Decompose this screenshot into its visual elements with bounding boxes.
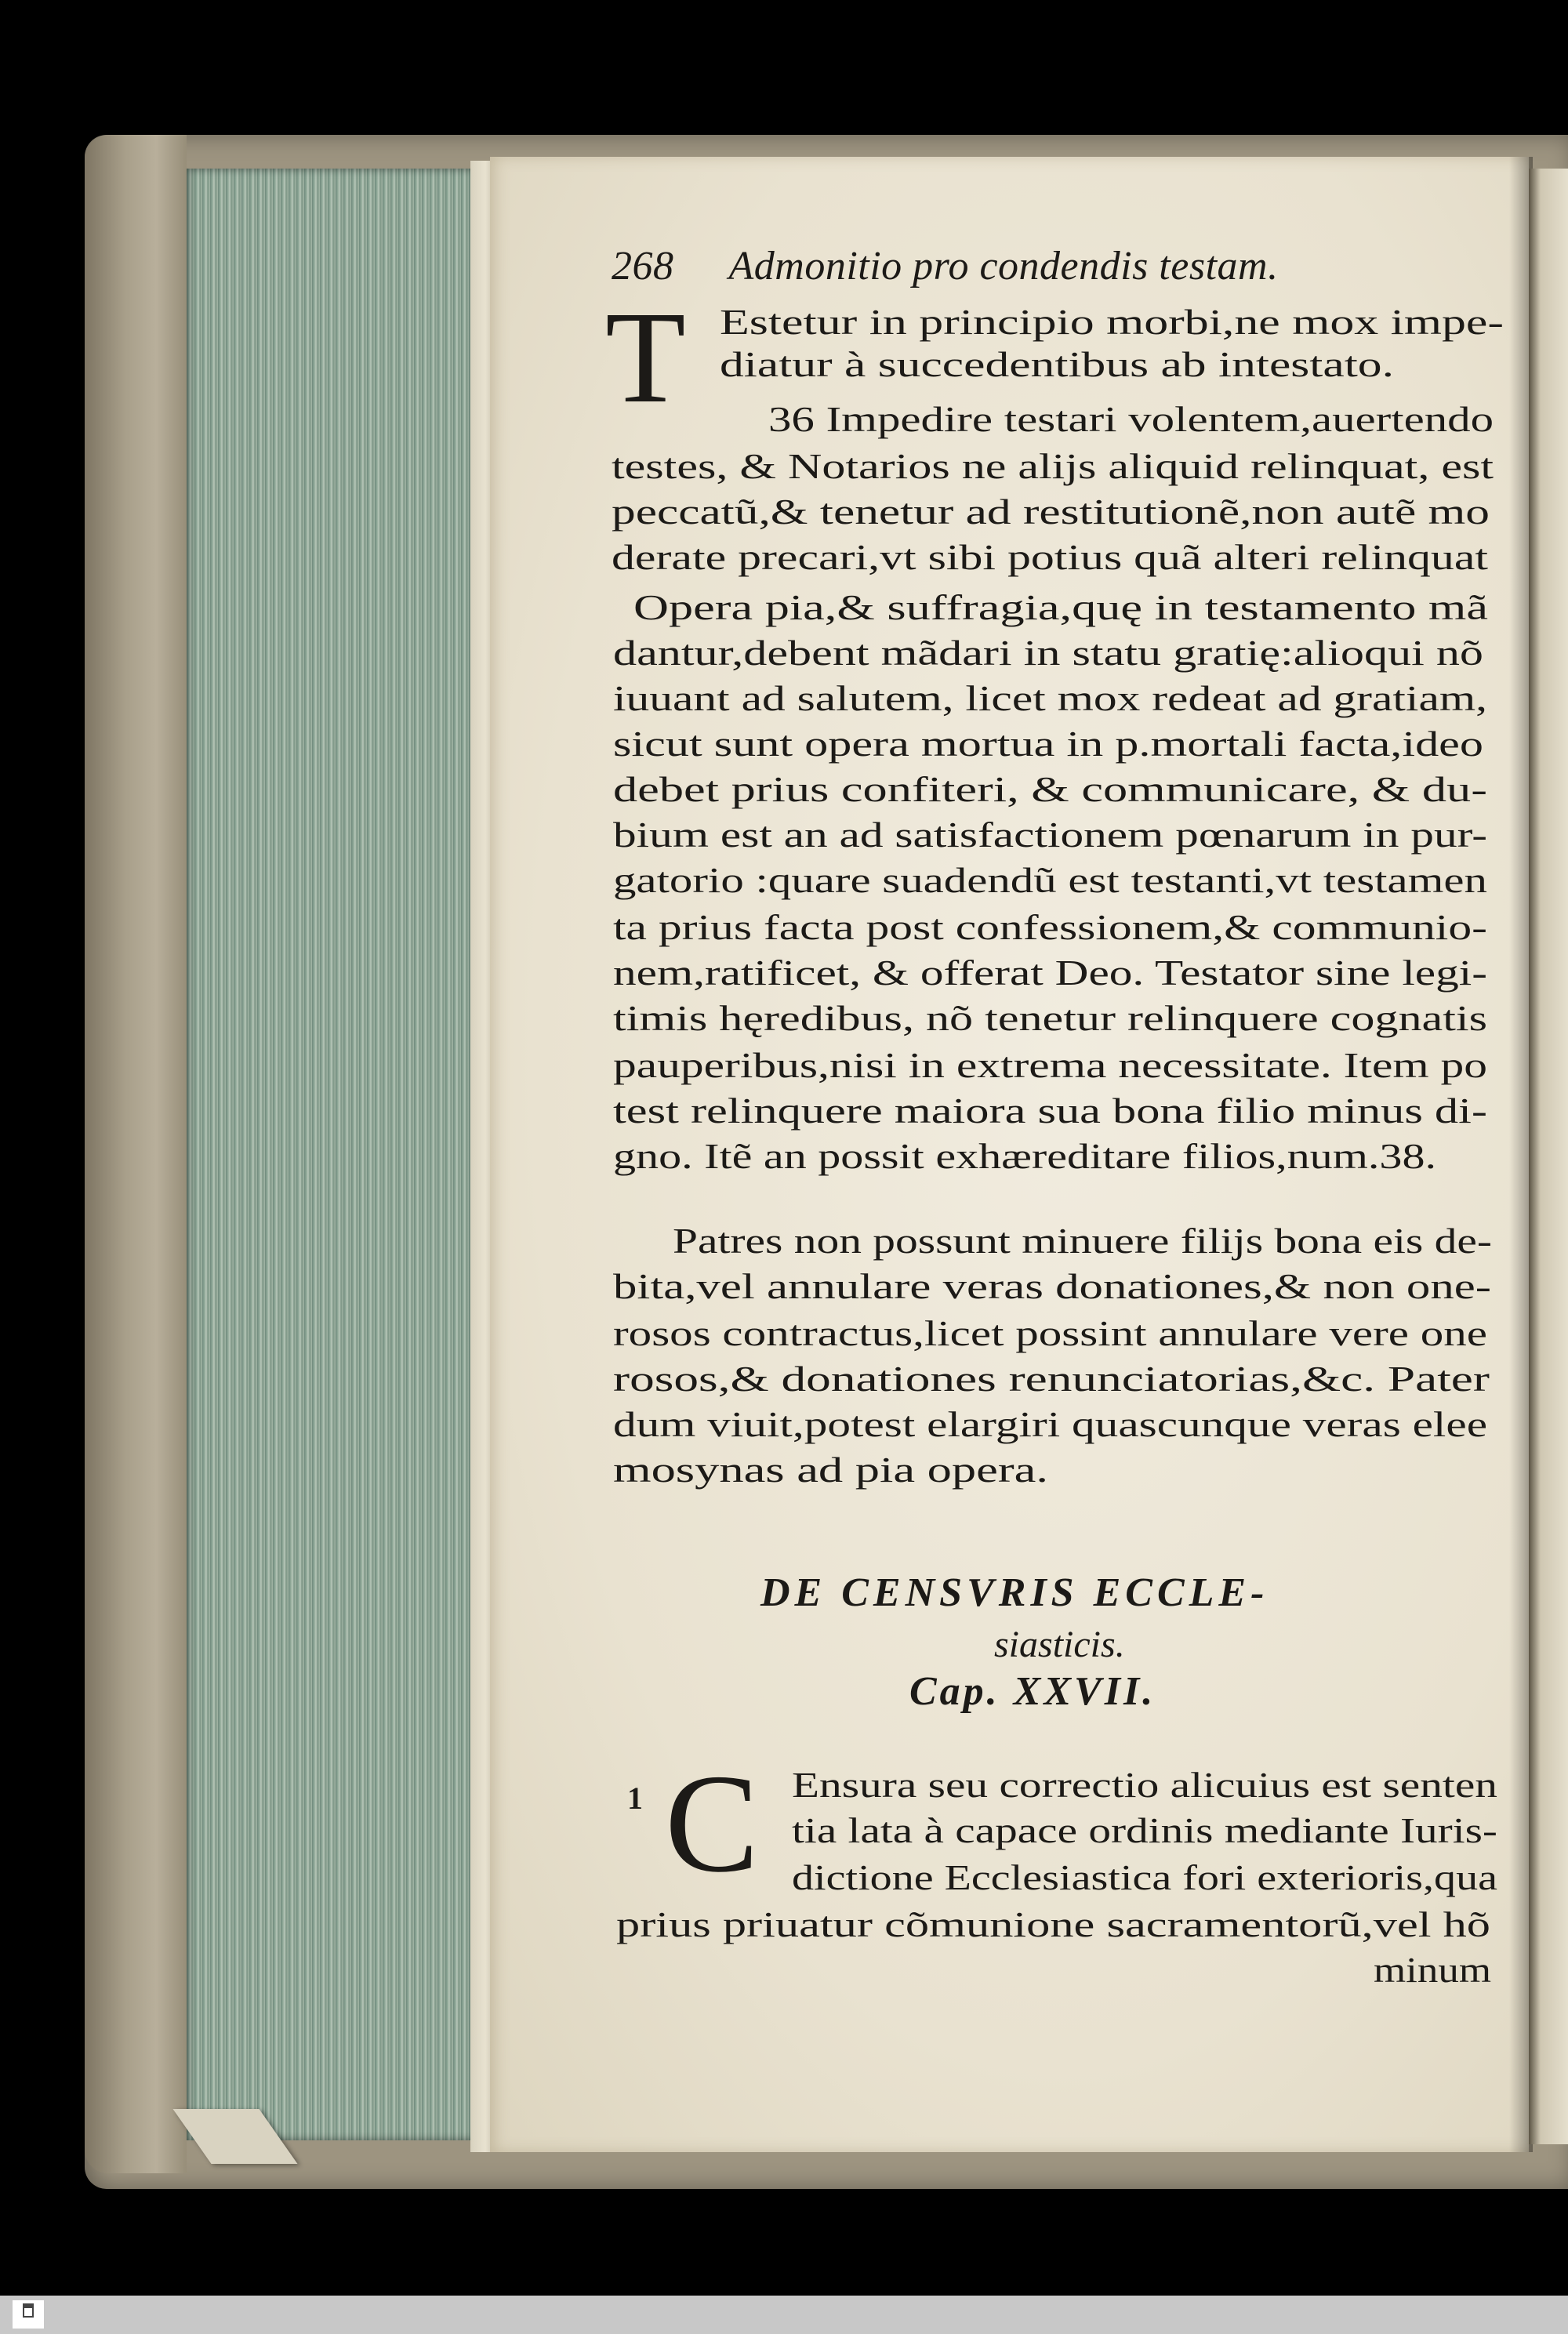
text-line: tia lata à capace ordinis mediante Iuris- [792,1810,1497,1850]
text-line: Opera pia,& suffragia,quę in testamento mã [633,587,1488,627]
text-line: Estetur in principio morbi,ne mox impe- [720,302,1504,342]
text-line: Ensura seu correctio alicuius est senten [792,1765,1497,1805]
text-line: prius priuatur cõmunione sacramentorũ,vel hõ [616,1904,1490,1944]
running-head [612,243,1279,289]
text-line: bium est an ad satisfactionem pœnarum in pur- [613,815,1487,855]
text-line: iuuant ad salutem, licet mox redeat ad gratiam, [613,678,1487,718]
text-line: dum viuit,potest elargiri quascunque veras elee [613,1404,1487,1444]
text-line: derate precari,vt sibi potius quã alteri relinquat [612,537,1488,577]
text-line: rosos contractus,licet possint annulare vere one [613,1313,1487,1353]
text-line: Patres non possunt minuere filijs bona eis de- [673,1221,1492,1261]
text-line: test relinquere maiora sua bona filio minus di- [613,1091,1487,1131]
text-line: gatorio :quare suadendũ est testanti,vt testamen [613,860,1487,900]
text-line: timis hęredibus, nõ tenetur relinquere cognatis [613,998,1487,1038]
text-line: testes, & Notarios ne alijs aliquid relinquat, est [612,446,1494,486]
chapter-title-line2: siasticis. [994,1624,1125,1665]
text-line: ta prius facta post confessionem,& communio- [613,907,1487,947]
facing-page-edge [1529,169,1568,2144]
text-line: minum [1374,1950,1491,1990]
chapter-number: Cap. XXVII. [909,1669,1156,1714]
text-line: debet prius confiteri, & communicare, & du- [613,769,1487,809]
text-line: nem,ratificet, & offerat Deo. Testator sine legi- [613,953,1487,993]
chapter-title [760,1570,1269,1616]
book-spine-edge [85,135,187,2173]
text-line: 36 Impedire testari volentem,auertendo [768,399,1494,439]
viewer-footer-bar [0,2296,1568,2334]
margin-number: 1 [627,1780,643,1816]
drop-capital-c: C [665,1745,760,1901]
running-head-title: Admonitio pro condendis testam. [728,244,1279,289]
text-line: sicut sunt opera mortua in p.mortali facta,ideo [613,724,1483,764]
page-number: 268 [612,244,674,289]
chapter-cap [909,1668,1156,1715]
text-line: peccatũ,& tenetur ad restitutionẽ,non autẽ mo [612,492,1490,532]
text-line: pauperibus,nisi in extrema necessitate. Item po [613,1045,1487,1085]
drop-capital-t: T [605,285,686,430]
text-line: mosynas ad pia opera. [613,1450,1048,1490]
text-line: dictione Ecclesiastica fori exterioris,qua [792,1857,1497,1897]
text-line: gno. Itẽ an possit exhæreditare filios,num.38. [613,1136,1436,1176]
text-line: rosos,& donationes renunciatorias,&c. Pater [613,1359,1490,1399]
text-line: diatur à succedentibus ab intestato. [720,344,1394,384]
chapter-title-second [994,1623,1125,1666]
page-stack-edges [187,169,478,2140]
library-logo-icon [13,2300,44,2329]
text-line: dantur,debent mãdari in statu gratię:alioqui nõ [613,633,1483,673]
text-line: bita,vel annulare veras donationes,& non one- [613,1266,1491,1306]
chapter-title-line1: DE CENSVRIS ECCLE- [760,1570,1269,1615]
